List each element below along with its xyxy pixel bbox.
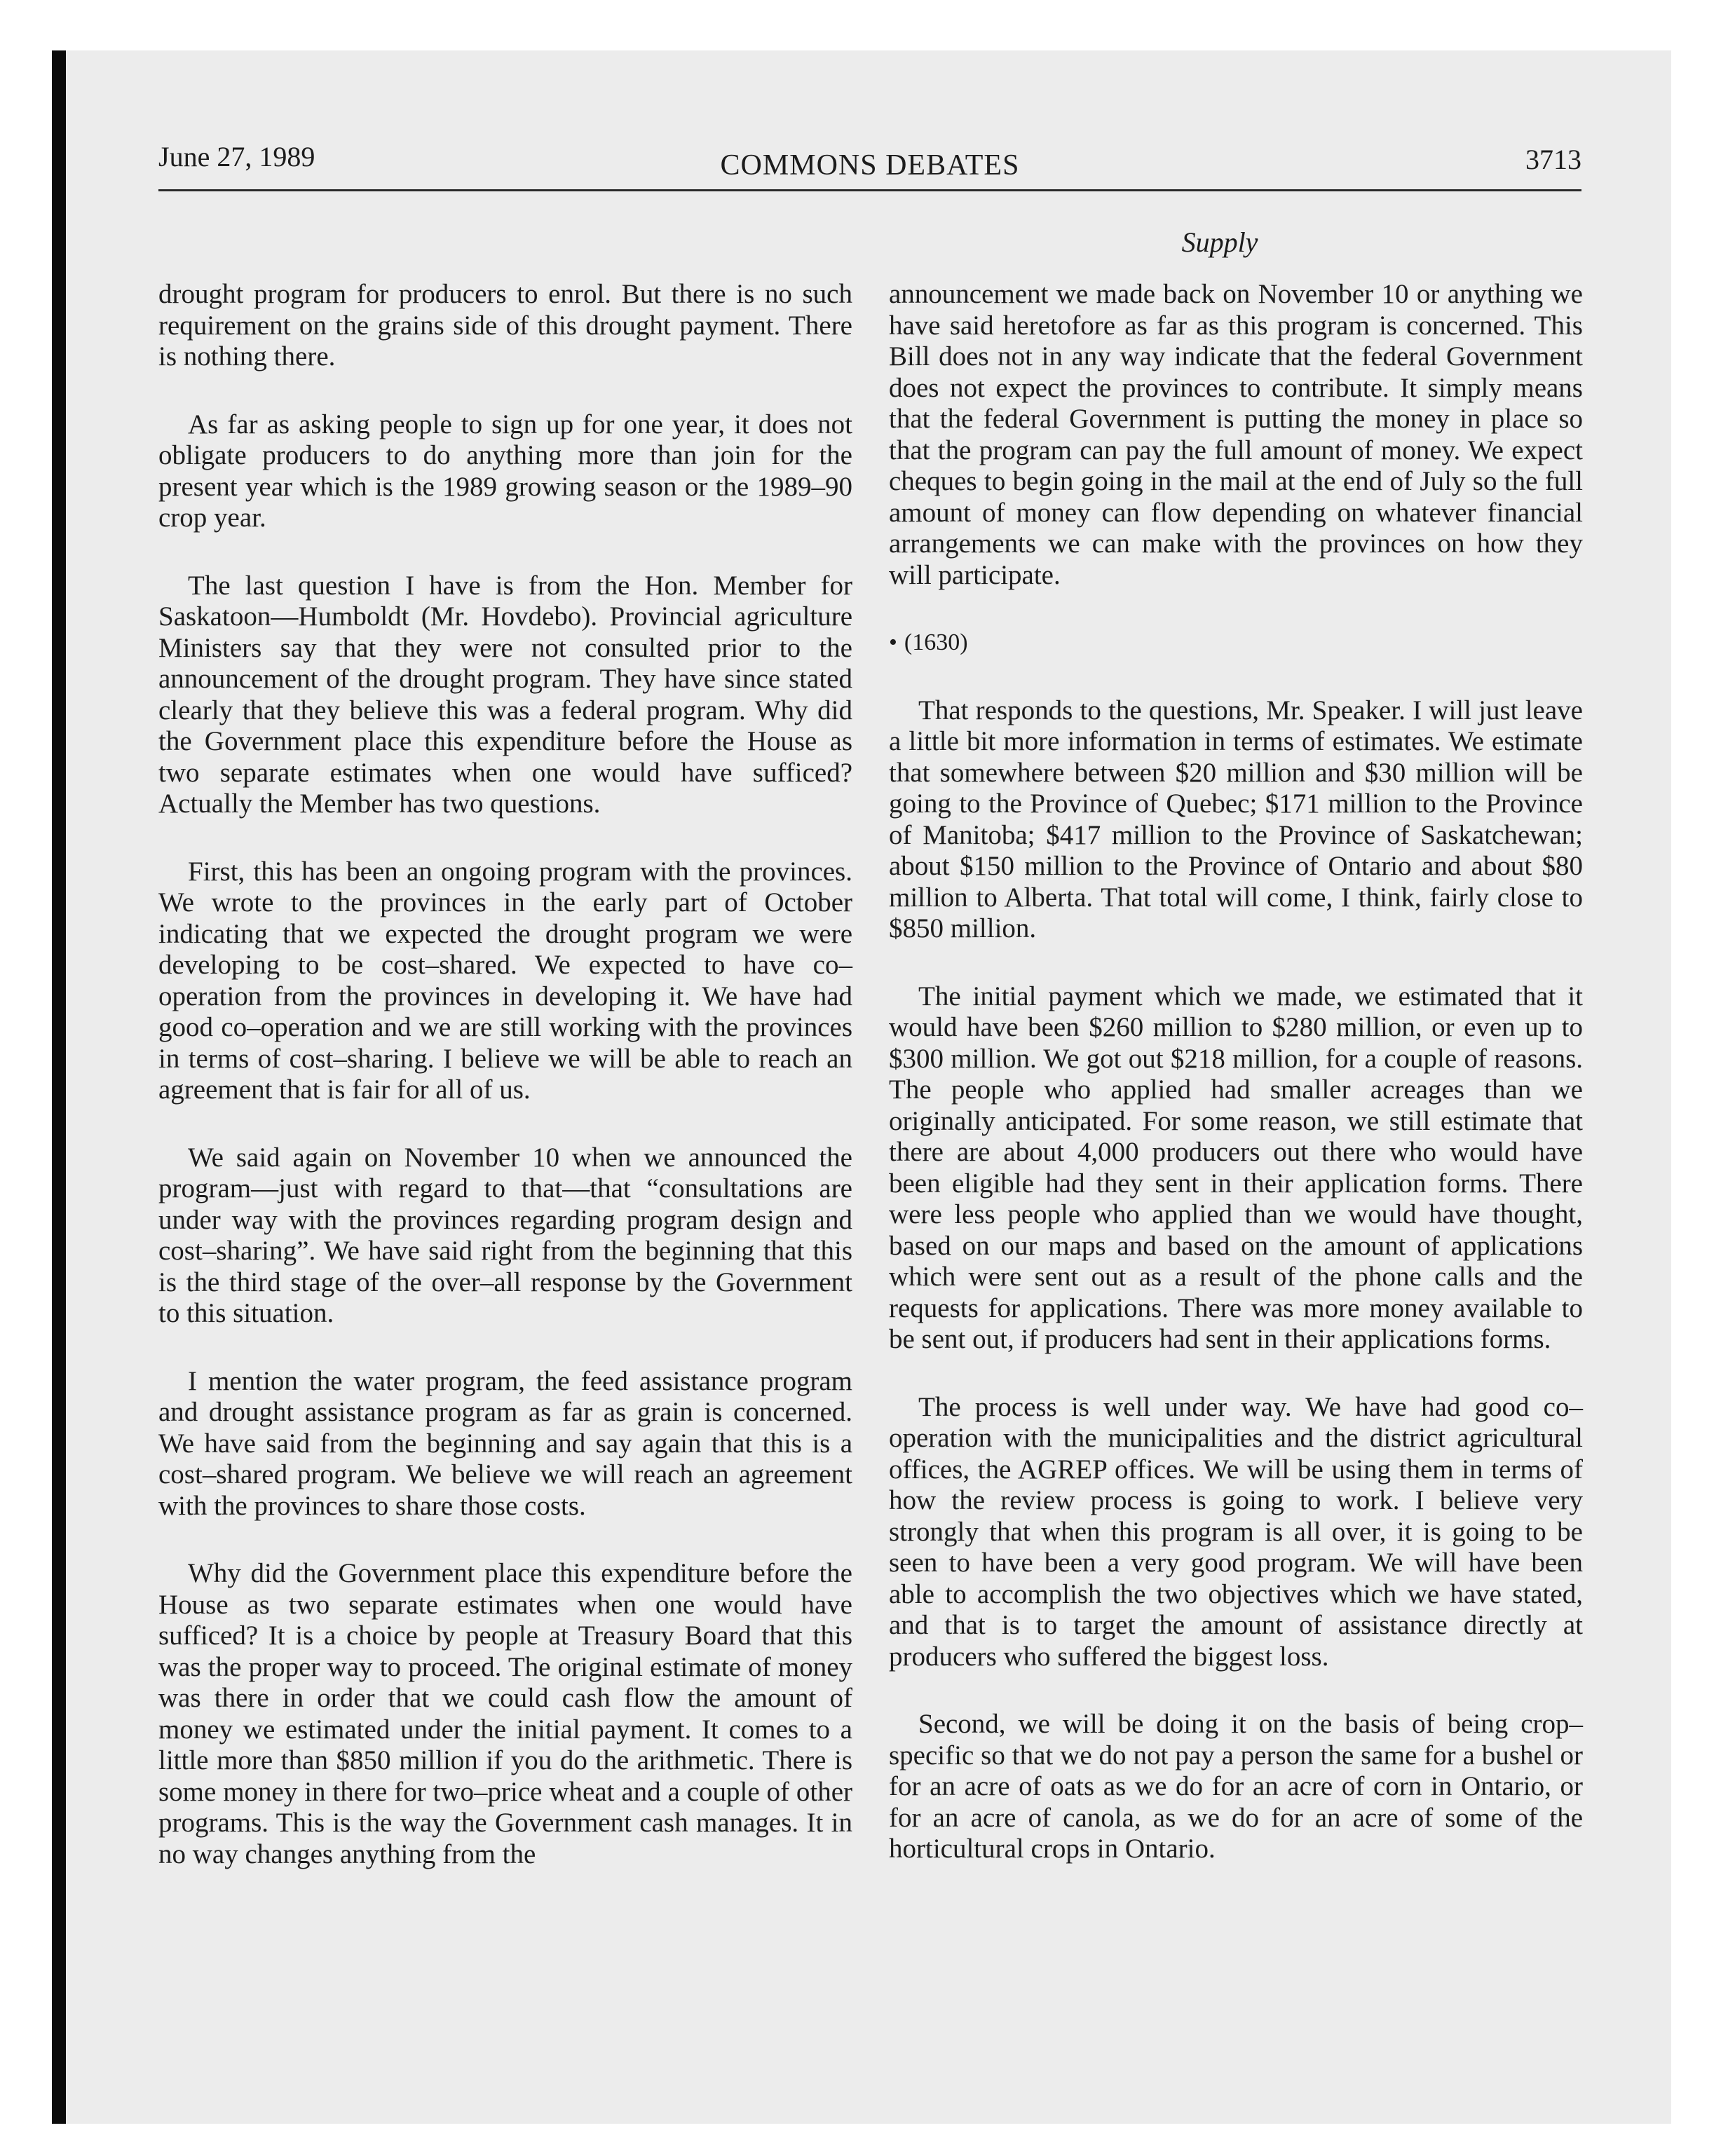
timestamp-text: (1630) [904, 629, 968, 655]
paragraph: The last question I have is from the Hon. Member for Saskatoon—Humboldt (Mr. Hovdebo). Provincial agriculture Ministers say that they were not consulted prior to the announcement of the drought program. They have since stated clearly that they believe this was a federal program. Why did the Government place this expenditure before the House as two separate estimates when one would have sufficed? Actually the Member has two questions. [158, 570, 852, 819]
header-rule [158, 189, 1581, 191]
paragraph: As far as asking people to sign up for one year, it does not obligate producers to do anything more than join for the present year which is the 1989 growing season or the 1989–90 crop year. [158, 409, 852, 533]
paragraph: The process is well under way. We have had good co–operation with the municipalities and the district agricultural offices, the AGREP offices. We will be using them in terms of how the review process is going to work. I believe very strongly that when this program is all over, it is going to be seen to have been a very good program. We will have been able to accomplish the two objectives which we have stated, and that is to target the amount of assistance directly at producers who suffered the biggest loss. [889, 1391, 1583, 1672]
right-column [889, 279, 1583, 1902]
paragraph: announcement we made back on November 10 or anything we have said heretofore as far as this program is concerned. This Bill does not in any way indicate that the federal Government does not expect the provinces to contribute. It simply means that the federal Government is putting the money in place so that the program can pay the full amount of money. We expect cheques to begin going in the mail at the end of July so the full amount of money can flow depending on whatever financial arrangements we can make with the provinces on how they will participate. [889, 279, 1583, 590]
header-date: June 27, 1989 [158, 141, 315, 172]
paragraph: That responds to the questions, Mr. Speaker. I will just leave a little bit more information in terms of estimates. We estimate that somewhere between $20 million and $30 million will be going to the Province of Quebec; $171 million to the Province of Manitoba; $417 million to the Province of Saskatchewan; about $150 million to the Province of Ontario and about $80 million to Alberta. That total will come, I think, fairly close to $850 million. [889, 695, 1583, 943]
paragraph: drought program for producers to enrol. But there is no such requirement on the grains side of this drought payment. There is nothing there. [158, 279, 852, 371]
running-head [158, 140, 1581, 186]
section-label: Supply [1181, 226, 1258, 258]
bullet-icon: • [889, 629, 897, 655]
paragraph: First, this has been an ongoing program with the provinces. We wrote to the provinces in the early part of October indicating that we expected the drought program we were developing to be cost–shared. We expected to have co–operation from the provinces in developing it. We have had good co–operation and we are still working with the provinces in terms of cost–sharing. I believe we will be able to reach an agreement that is fair for all of us. [158, 856, 852, 1105]
scan-edge [52, 50, 66, 2124]
header-page-number: 3713 [1525, 144, 1581, 175]
left-column [158, 279, 852, 1906]
paragraph: We said again on November 10 when we announced the program—just with regard to that—that “consultations are under way with the provinces regarding program design and cost–sharing”. We have said right from the beginning that this is the third stage of the over–all response by the Government to this situation. [158, 1142, 852, 1328]
paragraph: Why did the Government place this expenditure before the House as two separate estimates when one would have sufficed? It is a choice by people at Treasury Board that this was the proper way to proceed. The original estimate of money was there in order that we could cash flow the amount of money we estimated under the initial payment. It comes to a little more than $850 million if you do the arithmetic. There is some money in there for two–price wheat and a couple of other programs. This is the way the Government cash manages. It in no way changes anything from the [158, 1558, 852, 1869]
header-publication: COMMONS DEBATES [720, 149, 1020, 182]
paragraph: The initial payment which we made, we estimated that it would have been $260 million to $280 million, or even up to $300 million. We got out $218 million, for a couple of reasons. The people who applied had smaller acreages than we originally anticipated. For some reason, we still estimate that there are about 4,000 producers out there who would have been eligible had they sent in their application forms. There were less people who applied than we would have thought, based on our maps and based on the amount of applications which were sent out as a result of the phone calls and the requests for applications. There was more money available to be sent out, if producers had sent in their applications forms. [889, 981, 1583, 1354]
timestamp [889, 627, 1583, 659]
paragraph: Second, we will be doing it on the basis of being crop–specific so that we do not pay a person the same for a bushel or for an acre of oats as we do for an acre of corn in Ontario, or for an acre of canola, as we do for an acre of some of the horticultural crops in Ontario. [889, 1709, 1583, 1864]
paragraph: I mention the water program, the feed assistance program and drought assistance program as far as grain is concerned. We have said from the beginning and say again that this is a cost–shared program. We believe we will reach an agreement with the provinces to share those costs. [158, 1365, 852, 1521]
